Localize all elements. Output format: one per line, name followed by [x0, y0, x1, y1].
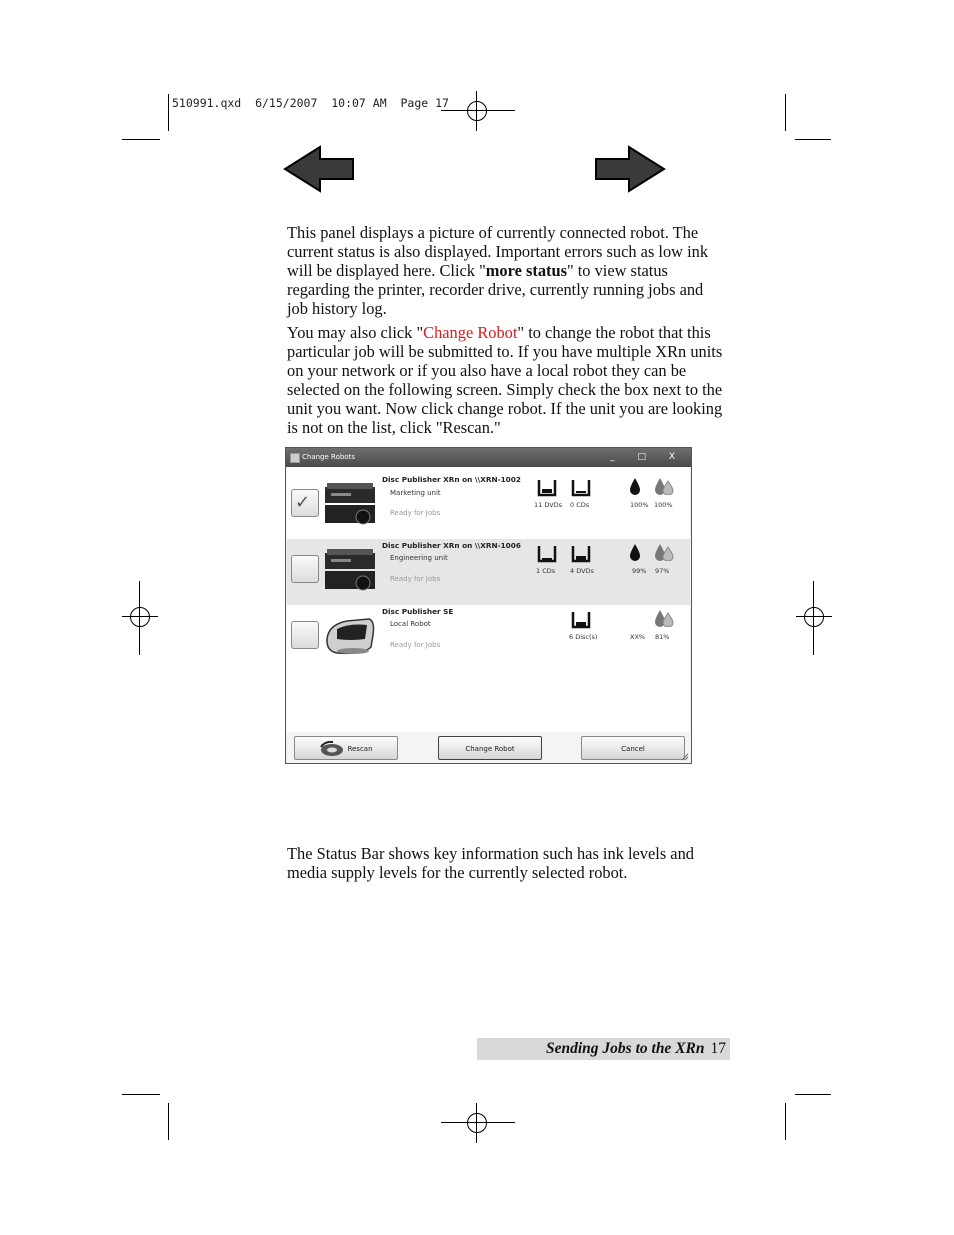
disc-bin-icon: [571, 545, 591, 563]
registration-mark-icon: [122, 599, 158, 635]
window-controls[interactable]: _ □ X: [610, 452, 685, 462]
robot-status: Ready for Jobs: [390, 509, 441, 517]
crop-mark: [168, 1103, 169, 1140]
disc-bin-icon: [571, 611, 591, 629]
black-ink-icon: [629, 477, 641, 495]
black-ink-level: 99%: [632, 567, 647, 575]
cancel-button[interactable]: [581, 736, 685, 760]
robot-name: Disc Publisher SE: [382, 607, 454, 616]
change-robots-dialog: [285, 447, 692, 764]
rescan-icon: [319, 741, 345, 757]
disc-bin-icon: [571, 479, 591, 497]
more-status-term: more status: [485, 261, 567, 280]
se-robot-icon: [323, 611, 377, 661]
robot-name: Disc Publisher XRn on \\XRN-1002: [382, 475, 521, 484]
status-bar-paragraph: The Status Bar shows key information such has ink levels and media supply levels for the currently selected robot.: [287, 844, 694, 882]
page-number: 17: [710, 1040, 726, 1057]
crop-mark: [168, 94, 169, 131]
robot-row[interactable]: [287, 473, 690, 539]
registration-mark-icon: [796, 599, 832, 635]
bin2-count: 4 DVDs: [570, 567, 594, 575]
bin2-count: 0 CDs: [570, 501, 590, 509]
right-arrow-icon[interactable]: [593, 145, 667, 193]
resize-grip-icon[interactable]: [681, 753, 689, 761]
color-ink-icon: [653, 543, 675, 561]
robot-status: Ready for Jobs: [390, 575, 441, 583]
dialog-title: Change Robots: [302, 453, 355, 461]
crop-mark: [795, 1094, 831, 1095]
crop-mark: [785, 1103, 786, 1140]
bin1-count: 6 Disc(s): [569, 633, 598, 641]
cancel-label: Cancel: [621, 745, 645, 753]
crop-mark: [785, 94, 786, 131]
rescan-button[interactable]: [294, 736, 398, 760]
left-arrow-icon[interactable]: [282, 145, 356, 193]
disc-bin-icon: [537, 479, 557, 497]
black-ink-level: XX%: [630, 633, 646, 641]
page-footer: [477, 1038, 730, 1060]
change-robot-label: Change Robot: [465, 745, 515, 753]
robot-description: Engineering unit: [390, 554, 448, 562]
change-robot-link[interactable]: Change Robot: [423, 323, 518, 342]
registration-mark-icon: [459, 93, 495, 129]
xrn-robot-icon: [323, 545, 377, 595]
crop-mark: [795, 139, 831, 140]
robot-row[interactable]: [287, 539, 690, 605]
rescan-label: Rescan: [347, 745, 373, 753]
robot-list: [287, 467, 690, 732]
robot-checkbox[interactable]: [291, 555, 319, 583]
change-robot-paragraph: You may also click "Change Robot" to change the robot that this particular job will be submitted to. If you have multiple XRn units on your network or if you also have a local robot they can be selected on the following screen. Simply check the box next to the unit you want. Now click change robot. If the unit you are looking is not on the list, click "Rescan.": [287, 323, 723, 437]
file-slug: 510991.qxd 6/15/2007 10:07 AM Page 17: [172, 96, 449, 110]
robot-checkbox[interactable]: [291, 489, 319, 517]
color-ink-level: 81%: [655, 633, 670, 641]
color-ink-level: 100%: [654, 501, 673, 509]
robot-status: Ready for Jobs: [390, 641, 441, 649]
black-ink-level: 100%: [630, 501, 649, 509]
robot-name: Disc Publisher XRn on \\XRN-1006: [382, 541, 521, 550]
app-icon: [290, 453, 300, 463]
robot-row[interactable]: [287, 605, 690, 671]
color-ink-icon: [653, 609, 675, 627]
footer-section-title: Sending Jobs to the XRn: [546, 1040, 705, 1057]
crop-mark: [122, 1094, 160, 1095]
color-ink-level: 97%: [655, 567, 670, 575]
color-ink-icon: [653, 477, 675, 495]
change-robot-button[interactable]: [438, 736, 542, 760]
dialog-titlebar: [286, 448, 691, 467]
xrn-robot-icon: [323, 479, 377, 529]
robot-checkbox[interactable]: [291, 621, 319, 649]
registration-mark-icon: [459, 1105, 495, 1141]
bin1-count: 11 DVDs: [534, 501, 563, 509]
robot-description: Local Robot: [390, 620, 431, 628]
checkmark-icon: ✓: [295, 492, 311, 513]
disc-bin-icon: [537, 545, 557, 563]
crop-mark: [122, 139, 160, 140]
robot-description: Marketing unit: [390, 489, 441, 497]
bin1-count: 1 CDs: [536, 567, 556, 575]
intro-paragraph: This panel displays a picture of currently connected robot. The current status is also displayed. Important errors such as low ink will be displayed here. Click "more status" to view status regarding the printer, recorder drive, currently running jobs and job history log.: [287, 223, 709, 318]
black-ink-icon: [629, 543, 641, 561]
